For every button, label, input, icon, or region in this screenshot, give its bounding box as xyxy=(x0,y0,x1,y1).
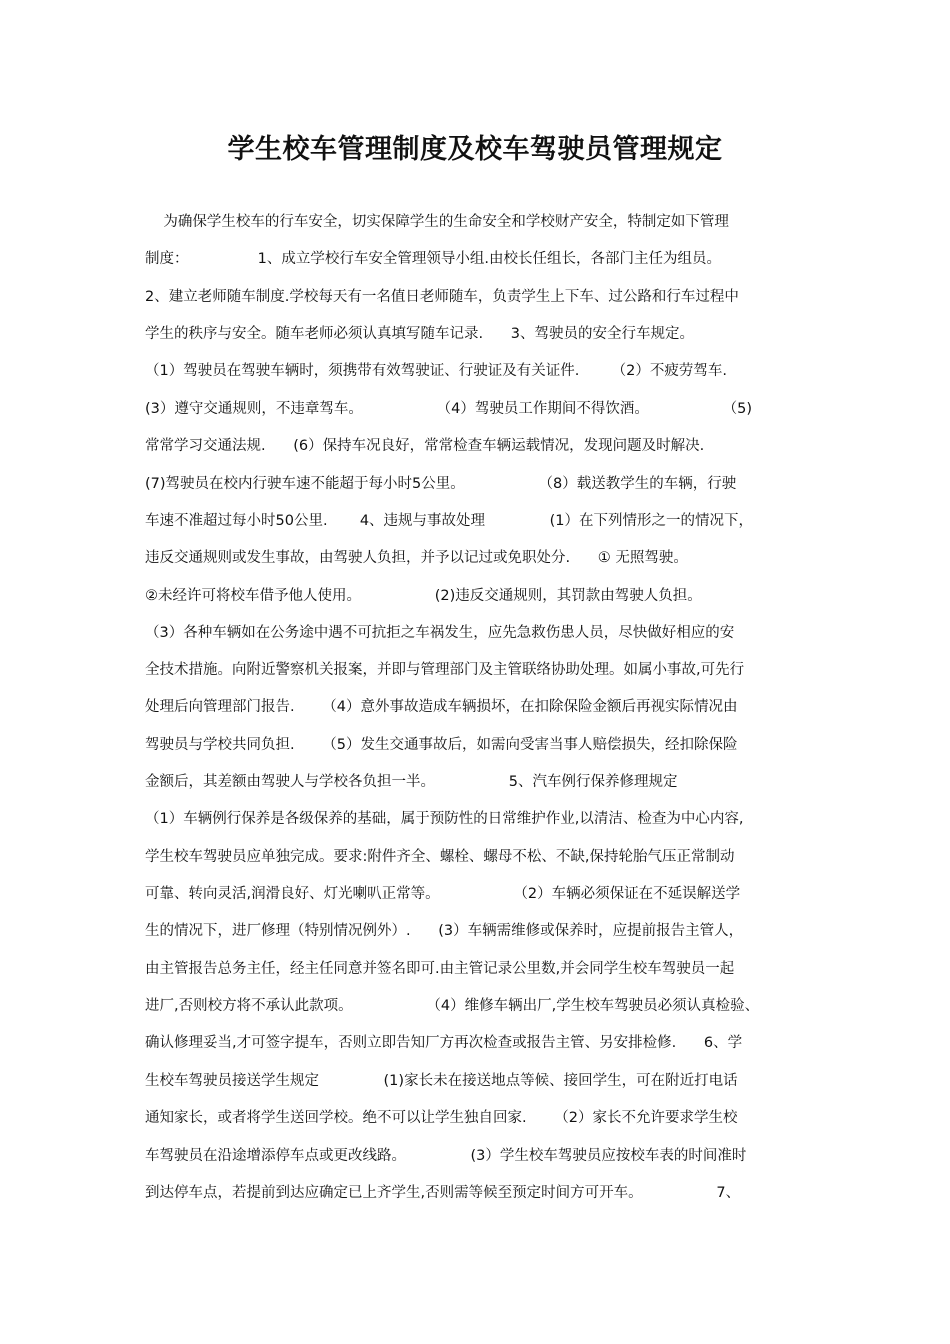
body-line: 到达停车点，若提前到达应确定已上齐学生,否则需等候至预定时间方可开车。 7、 xyxy=(145,1185,741,1201)
body-line: 全技术措施。向附近警察机关报案，并即与管理部门及主管联络协助处理。如属小事故,可先行 xyxy=(145,662,745,678)
body-line: 生的情况下，进厂修理（特别情况例外）. (3）车辆需维修或保养时，应提前报告主管人， xyxy=(145,923,744,939)
body-line: 制度： 1、成立学校行车安全管理领导小组.由校长任组长，各部门主任为组员。 xyxy=(145,251,721,267)
body-line: 金额后，其差额由驾驶人与学校各负担一半。 5、汽车例行保养修理规定 xyxy=(145,774,678,790)
body-line: 可靠、转向灵活,润滑良好、灯光喇叭正常等。 （2）车辆必须保证在不延误解送学 xyxy=(145,886,741,902)
body-line: 学生的秩序与安全。随车老师必须认真填写随车记录. 3、驾驶员的安全行车规定。 xyxy=(145,326,694,342)
body-line: 由主管报告总务主任，经主任同意并签名即可.由主管记录公里数,并会同学生校车驾驶员一起 xyxy=(145,961,735,977)
body-line: 为确保学生校车的行车安全，切实保障学生的生命安全和学校财产安全，特制定如下管理 xyxy=(145,214,729,230)
body-line: 车速不准超过每小时50公里. 4、违规与事故处理 (1）在下列情形之一的情况下， xyxy=(145,513,753,529)
body-line: 处理后向管理部门报告. （4）意外事故造成车辆损坏，在扣除保险金额后再视实际情况由 xyxy=(145,699,738,715)
body-line: 通知家长，或者将学生送回学校。绝不可以让学生独自回家. （2）家长不允许要求学生校 xyxy=(145,1110,738,1126)
body-line: （1）车辆例行保养是各级保养的基础，属于预防性的日常维护作业,以清洁、检查为中心内容, xyxy=(145,811,744,827)
body-line: (7)驾驶员在校内行驶车速不能超于每小时5公里。 （8）载送教学生的车辆，行驶 xyxy=(145,476,737,492)
body-line: 2、建立老师随车制度.学校每天有一名值日老师随车，负责学生上下车、过公路和行车过程中 xyxy=(145,289,739,305)
body-line: 车驾驶员在沿途增添停车点或更改线路。 (3）学生校车驾驶员应按校车表的时间准时 xyxy=(145,1148,747,1164)
body-line: 常常学习交通法规. (6）保持车况良好，常常检查车辆运载情况，发现问题及时解决. xyxy=(145,438,705,454)
body-line: 进厂,否则校方将不承认此款项。 （4）维修车辆出厂,学生校车驾驶员必须认真检验、 xyxy=(145,998,760,1014)
body-line: 生校车驾驶员接送学生规定 (1)家长未在接送地点等候、接回学生，可在附近打电话 xyxy=(145,1073,738,1089)
body-line: 驾驶员与学校共同负担. （5）发生交通事故后，如需向受害当事人赔偿损失，经扣除保险 xyxy=(145,737,738,753)
body-line: 学生校车驾驶员应单独完成。要求:附件齐全、螺栓、螺母不松、不缺,保持轮胎气压正常制动 xyxy=(145,849,735,865)
body-line: ②未经许可将校车借予他人使用。 (2)违反交通规则，其罚款由驾驶人负担。 xyxy=(145,588,702,604)
document-title: 学生校车管理制度及校车驾驶员管理规定 xyxy=(227,134,723,165)
body-line: （1）驾驶员在驾驶车辆时，须携带有效驾驶证、行驶证及有关证件. （2）不疲劳驾车. xyxy=(145,363,727,379)
body-line: 违反交通规则或发生事故，由驾驶人负担，并予以记过或免职处分. ① 无照驾驶。 xyxy=(145,550,688,566)
body-line: 确认修理妥当,才可签字提车，否则立即告知厂方再次检查或报告主管、另安排检修. 6、学 xyxy=(145,1035,743,1051)
body-line: （3）各种车辆如在公务途中遇不可抗拒之车祸发生，应先急救伤患人员，尽快做好相应的安 xyxy=(145,625,735,641)
body-line: (3）遵守交通规则，不违章驾车。 （4）驾驶员工作期间不得饮酒。 （5) xyxy=(145,401,752,417)
